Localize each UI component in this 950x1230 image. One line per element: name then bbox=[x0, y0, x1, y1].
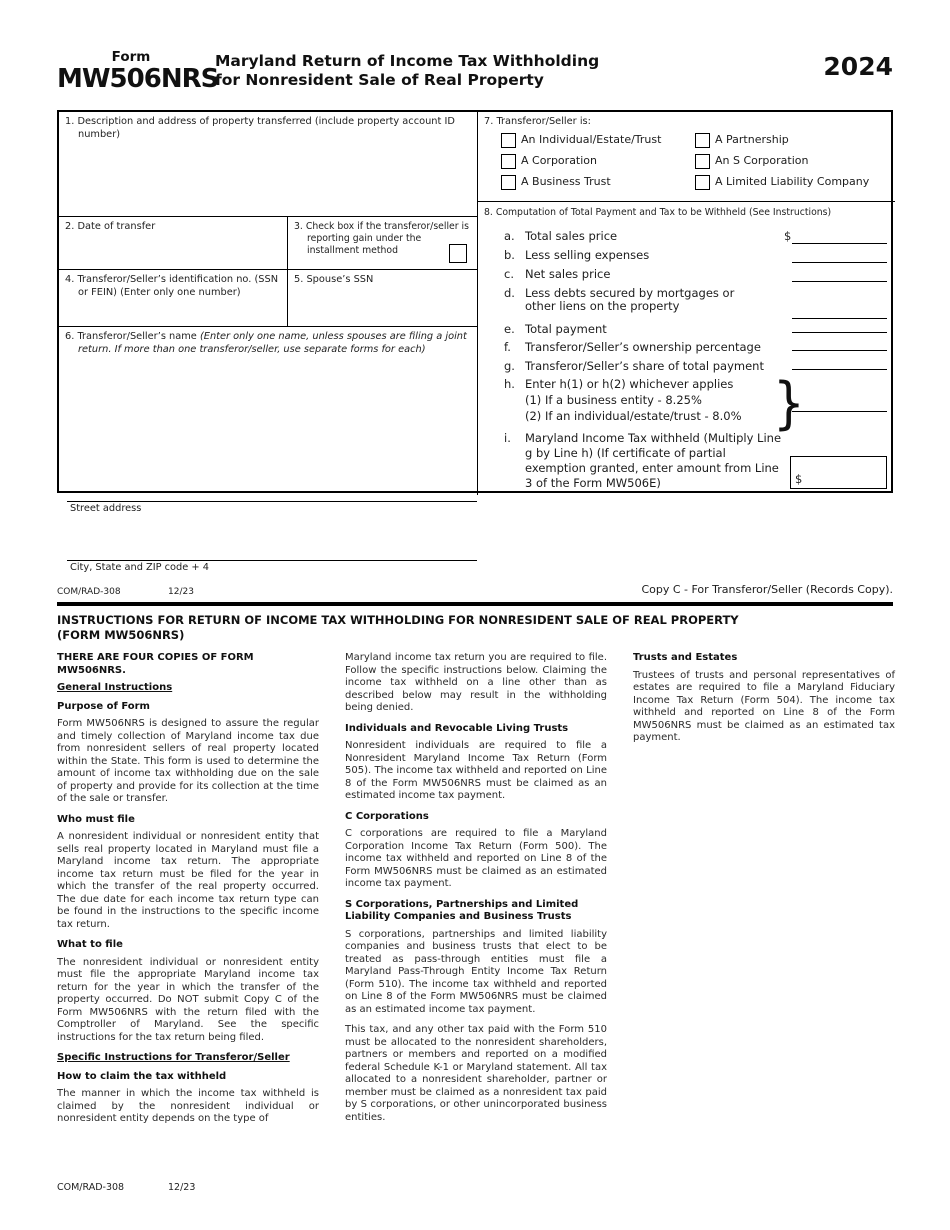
s-corporations-heading: S Corporations, Partnerships and Limited Liability Companies and Business Trusts bbox=[345, 898, 579, 922]
page-title bbox=[215, 52, 599, 90]
line-d-amount-field[interactable] bbox=[792, 318, 887, 319]
option-business-trust: A Business Trust bbox=[501, 174, 661, 190]
instructions-column-1 bbox=[57, 652, 319, 1134]
form-code-top: COM/RAD-308 bbox=[57, 587, 121, 597]
line-b-amount-field[interactable] bbox=[792, 262, 887, 263]
individuals-trusts-heading: Individuals and Revocable Living Trusts bbox=[345, 722, 569, 734]
line-c: c. Net sales price bbox=[504, 267, 611, 281]
line-h: h. Enter h(1) or h(2) whichever applies (1) If a business entity - 8.25% (2) If an individual/estate/trust - 8.0% bbox=[504, 376, 887, 424]
section-computation-heading: 8. Computation of Total Payment and Tax to be Withheld (See Instructions) bbox=[484, 207, 832, 218]
general-instructions-heading: General Instructions bbox=[57, 682, 173, 693]
instructions-column-2 bbox=[345, 652, 607, 1132]
form-revision-bottom: 12/23 bbox=[168, 1182, 196, 1193]
line-h1-rate: (1) If a business entity - 8.25% bbox=[525, 393, 702, 407]
option-partnership: A Partnership bbox=[695, 132, 869, 148]
field-property-description[interactable] bbox=[59, 112, 477, 217]
what-to-file-text: The nonresident individual or nonresident entity must file the appropriate Maryland income tax return for the year in which the transfer of the property occurred. Do NOT submit Copy C of the Form MW506NRS with the return filed with the Comptroller of Maryland. See the specific instructions for the tax return being filed. bbox=[57, 956, 319, 1043]
line-h-rate-field[interactable] bbox=[792, 411, 887, 412]
section-seller-type-label: 7. Transferor/Seller is: bbox=[484, 116, 591, 127]
field-seller-name-label: 6. Transferor/Seller’s name (Enter only one name, unless spouses are filing a joint return. If more than one transferor/seller, use separate forms for each) bbox=[65, 331, 467, 355]
field-seller-id-number-label: 4. Transferor/Seller’s identification no. (SSN or FEIN) (Enter only one number) bbox=[65, 274, 279, 298]
seller-type-column-1 bbox=[501, 132, 661, 195]
line-a: a. Total sales price bbox=[504, 229, 618, 243]
line-g-amount-field[interactable] bbox=[792, 369, 887, 370]
option-llc: A Limited Liability Company bbox=[695, 174, 869, 190]
field-installment-method bbox=[287, 217, 477, 270]
brace-glyph: } bbox=[773, 370, 805, 436]
line-i-dollar-sign: $ bbox=[795, 471, 803, 486]
line-g: g. Transferor/Seller’s share of total payment bbox=[504, 359, 764, 373]
field-date-of-transfer-label: 2. Date of transfer bbox=[65, 221, 156, 232]
title-line-2: for Nonresident Sale of Real Property bbox=[215, 71, 544, 89]
option-s-corporation: An S Corporation bbox=[695, 153, 869, 169]
tax-year: 2024 bbox=[823, 52, 893, 81]
four-copies-note: THERE ARE FOUR COPIES OF FORM MW506NRS. bbox=[57, 652, 254, 676]
business-trust-checkbox[interactable] bbox=[501, 175, 516, 190]
purpose-of-form-text: Form MW506NRS is designed to assure the regular and timely collection of Maryland income tax due from nonresident sellers of real property located within the State. This form is used to determine the amount of income tax withholding due on the sale of property and provide for its collection at the time of the sale or transfer. bbox=[57, 718, 319, 804]
how-to-claim-heading: How to claim the tax withheld bbox=[57, 1070, 227, 1082]
purpose-of-form-heading: Purpose of Form bbox=[57, 700, 150, 712]
line-a-dollar-sign: $ bbox=[784, 229, 792, 243]
s-corporation-checkbox[interactable] bbox=[695, 154, 710, 169]
trusts-estates-heading: Trusts and Estates bbox=[633, 652, 738, 663]
c-corporations-heading: C Corporations bbox=[345, 810, 429, 822]
individuals-trusts-text: Nonresident individuals are required to file a Nonresident Maryland Income Tax Return (Form 505). The income tax withheld and reported on Line 8 of the Form MW506NRS must be claimed as an estimated income tax payment. bbox=[345, 740, 607, 801]
form-grid bbox=[57, 110, 893, 573]
form-word-label: Form bbox=[111, 49, 151, 65]
line-f-amount-field[interactable] bbox=[792, 350, 887, 351]
option-individual-estate-trust: An Individual/Estate/Trust bbox=[501, 132, 661, 148]
field-seller-name[interactable] bbox=[59, 327, 477, 573]
line-e-amount-field[interactable] bbox=[792, 332, 887, 333]
form-number: MW506NRS bbox=[57, 64, 219, 94]
individual-estate-trust-checkbox[interactable] bbox=[501, 133, 516, 148]
line-i-withheld-amount-box[interactable] bbox=[790, 456, 887, 489]
street-address-label: Street address bbox=[70, 503, 142, 514]
form-code-bottom: COM/RAD-308 bbox=[57, 1182, 125, 1193]
city-state-zip-line[interactable] bbox=[67, 560, 477, 561]
field-spouse-ssn[interactable] bbox=[287, 270, 477, 327]
c-corporations-text: C corporations are required to file a Maryland Corporation Income Tax Return (Form 500). The income tax withheld and reported on Line 8 of the Form MW506NRS must be claimed as an estimated income tax payment. bbox=[345, 828, 607, 889]
line-e: e. Total payment bbox=[504, 322, 607, 336]
trusts-estates-text: Trustees of trusts and personal representatives of estates are required to file a Maryland Fiduciary Income Tax Return (Form 504). The income tax withheld and reported on Line 8 of the Form MW506NRS must be claimed as an estimated tax payment. bbox=[633, 669, 895, 743]
line-b: b. Less selling expenses bbox=[504, 248, 650, 262]
section-divider-rule bbox=[57, 602, 893, 606]
llc-checkbox[interactable] bbox=[695, 175, 710, 190]
line-d: d. Less debts secured by mortgages or other liens on the property bbox=[504, 286, 735, 313]
what-to-file-heading: What to file bbox=[57, 939, 123, 950]
field-property-description-label: 1. Description and address of property transferred (include property account ID number) bbox=[65, 116, 455, 140]
field-spouse-ssn-label: 5. Spouse’s SSN bbox=[294, 274, 374, 285]
city-state-zip-label: City, State and ZIP code + 4 bbox=[70, 562, 209, 573]
who-must-file-text: A nonresident individual or nonresident entity that sells real property located in Maryland must file a Maryland income tax return. The appropriate income tax return must be filed for the year in which the transfer of the real property occurred. The due date for each income tax return type can be found in the instructions to the specific income tax return. bbox=[57, 831, 319, 930]
seller-type-column-2 bbox=[695, 132, 869, 195]
how-to-claim-continued-text: Maryland income tax return you are required to file. Follow the specific instructions below. Claiming the income tax withheld on a line other than as described below may result in the withholding being denied. bbox=[345, 652, 607, 713]
field-seller-id-number[interactable] bbox=[59, 270, 287, 327]
instructions-heading: INSTRUCTIONS FOR RETURN OF INCOME TAX WITHHOLDING FOR NONRESIDENT SALE OF REAL PROPERTY (FORM MW506NRS) bbox=[57, 613, 739, 642]
installment-method-checkbox[interactable] bbox=[449, 244, 467, 263]
line-f: f. Transferor/Seller’s ownership percentage bbox=[504, 340, 761, 354]
section-seller-type bbox=[478, 112, 895, 202]
option-corporation: A Corporation bbox=[501, 153, 661, 169]
title-line-1: Maryland Return of Income Tax Withholding bbox=[215, 52, 600, 70]
line-i: i. Maryland Income Tax withheld (Multiply Line g by Line h) (If certificate of partial exemption granted, enter amount from Line 3 of the Form MW506E) bbox=[504, 431, 782, 490]
specific-instructions-heading: Specific Instructions for Transferor/Seller bbox=[57, 1052, 290, 1063]
how-to-claim-text: The manner in which the income tax withheld is claimed by the nonresident individual or nonresident entity depends on the type of bbox=[57, 1088, 319, 1124]
line-c-amount-field[interactable] bbox=[792, 281, 887, 282]
section-computation bbox=[478, 202, 895, 495]
street-address-line[interactable] bbox=[67, 501, 477, 502]
instructions-column-3 bbox=[633, 652, 895, 753]
partnership-checkbox[interactable] bbox=[695, 133, 710, 148]
field-date-of-transfer[interactable] bbox=[59, 217, 287, 270]
corporation-checkbox[interactable] bbox=[501, 154, 516, 169]
who-must-file-heading: Who must file bbox=[57, 813, 135, 825]
form-510-allocation-text: This tax, and any other tax paid with the Form 510 must be allocated to the nonresident shareholders, partners or members and reported on a modified federal Schedule K-1 or Maryland statement. All tax allocated to a nonresident shareholder, partner or member must be claimed as a nonresident tax paid by S corporations, or other unincorporated business entities. bbox=[345, 1024, 607, 1123]
line-a-amount-field[interactable] bbox=[792, 243, 887, 244]
line-h2-rate: (2) If an individual/estate/trust - 8.0% bbox=[525, 409, 742, 423]
field-seller-name-note: (Enter only one name, unless spouses are filing a joint return. If more than one transferor/seller, use separate forms for each) bbox=[78, 331, 467, 355]
field-installment-method-label: 3. Check box if the transferor/seller is reporting gain under the installment method bbox=[294, 221, 469, 256]
s-corporations-text: S corporations, partnerships and limited liability companies and business trusts that elect to be treated as pass-through entities must file a Maryland Pass-Through Entity Income Tax Return (Form 510). The income tax withheld and reported on Line 8 of the Form MW506NRS must be claimed as an estimated income tax payment. bbox=[345, 928, 607, 1015]
copy-designation: Copy C - For Transferor/Seller (Records Copy). bbox=[641, 583, 893, 596]
form-revision-top: 12/23 bbox=[168, 587, 194, 597]
